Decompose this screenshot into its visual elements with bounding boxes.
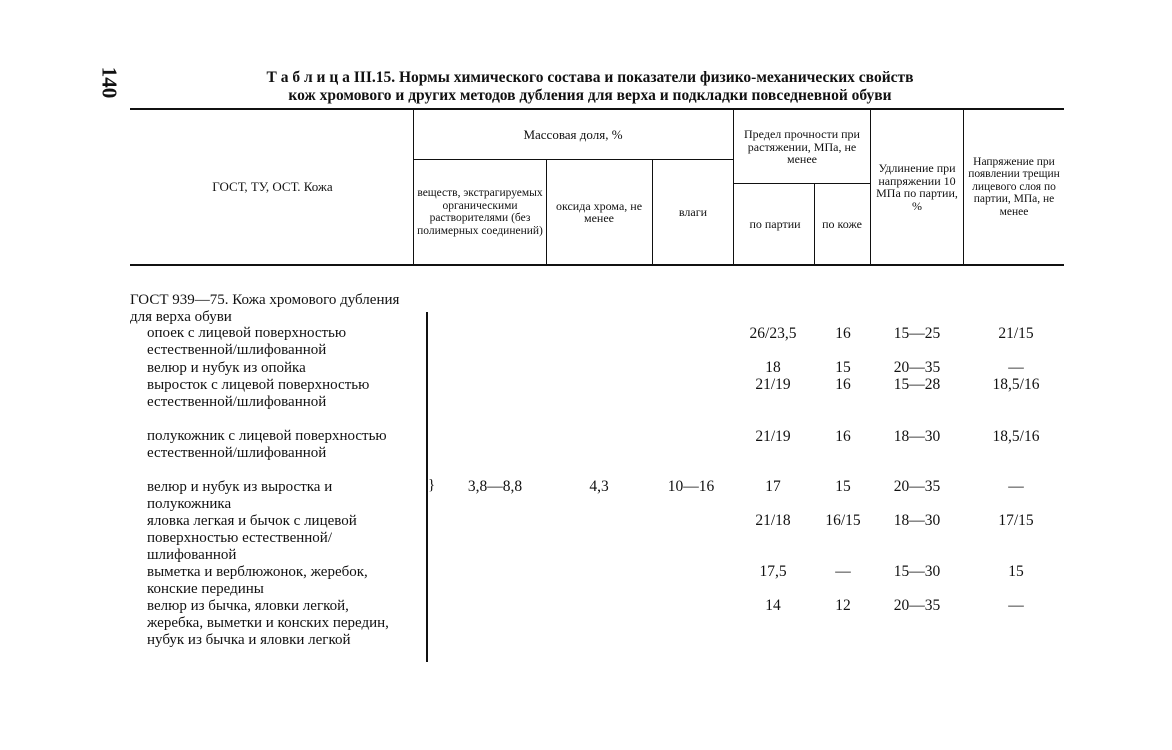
row-skin: 16 <box>835 325 851 342</box>
row-name: велюр и нубук из опойка <box>147 360 306 376</box>
header-bottom-rule <box>130 264 1064 266</box>
row-skin: 16 <box>835 428 851 445</box>
header-by-skin: по коже <box>822 216 862 231</box>
row-batch: 17,5 <box>759 563 787 580</box>
header-divider <box>814 183 815 264</box>
header-stress: Напряжение при появлении трещин лицевого слоя по партии, МПа, не менее <box>968 155 1060 218</box>
header-subrule <box>413 159 733 160</box>
header-chrome-oxide: оксида хрома, не менее <box>555 198 643 225</box>
header-subrule <box>733 183 870 184</box>
row-batch: 14 <box>765 597 781 614</box>
header-divider <box>652 160 653 264</box>
row-stress: — <box>1008 478 1024 495</box>
row-stress: 17/15 <box>998 512 1034 529</box>
row-stress: — <box>1008 359 1024 376</box>
row-stress: 15 <box>1008 563 1024 580</box>
row-skin: 15 <box>835 359 851 376</box>
header-divider <box>963 110 964 264</box>
row-name: выросток с лицевой поверхностью естественной/шлифованной <box>147 377 370 410</box>
group-brace-tip: } <box>428 477 436 493</box>
row-elong: 20—35 <box>893 478 941 495</box>
header-divider <box>733 110 734 264</box>
row-elong: 15—30 <box>893 563 941 580</box>
row-stress: — <box>1008 597 1024 614</box>
header-divider <box>870 110 871 264</box>
header-substances: веществ, экстрагируемых органическими растворителями (без полимерных соединений) <box>417 187 543 237</box>
moisture-value: 10—16 <box>667 478 715 495</box>
row-batch: 26/23,5 <box>749 325 797 342</box>
header-tensile: Предел прочности при растяжении, МПа, не менее <box>744 127 860 167</box>
header-mass-fraction: Массовая доля, % <box>523 126 623 142</box>
row-skin: 15 <box>835 478 851 495</box>
header-divider <box>546 160 547 264</box>
page-number: 140 <box>97 66 122 99</box>
table-title-line-1: Т а б л и ц а III.15. Нормы химического состава и показатели физико-механических свойств <box>266 69 914 86</box>
substances-value: 3,8—8,8 <box>467 478 523 495</box>
row-elong: 20—35 <box>893 359 941 376</box>
row-name: велюр из бычка, яловки легкой, жеребка, выметки и конских передин, нубук из бычка и яловки легкой <box>147 598 389 648</box>
table-title-line-2: кож хромового и других методов дубления для верха и подкладки повседневной обуви <box>288 87 892 104</box>
row-batch: 17 <box>765 478 781 495</box>
row-name: выметка и верблюжонок, жеребок, конские передины <box>147 564 368 597</box>
row-skin: — <box>835 563 851 580</box>
row-batch: 21/19 <box>755 376 791 393</box>
row-elong: 15—25 <box>893 325 941 342</box>
chrome-oxide-value: 4,3 <box>589 478 609 495</box>
header-by-batch: по партии <box>749 216 801 231</box>
row-elong: 20—35 <box>893 597 941 614</box>
row-name: велюр и нубук из выростка и полукожника <box>147 479 333 512</box>
row-batch: 21/19 <box>755 428 791 445</box>
row-name: полукожник с лицевой поверхностью естественной/шлифованной <box>147 428 387 461</box>
row-batch: 21/18 <box>755 512 791 529</box>
row-stress: 21/15 <box>998 325 1034 342</box>
row-stress: 18,5/16 <box>992 376 1040 393</box>
row-batch: 18 <box>765 359 781 376</box>
row-name: яловка легкая и бычок с лицевой поверхностью естественной/шлифованной <box>147 513 357 563</box>
row-stress: 18,5/16 <box>992 428 1040 445</box>
header-elongation: Удлинение при напряжении 10 МПа по партии, % <box>876 161 958 213</box>
section-title: ГОСТ 939—75. Кожа хромового дубления для верха обуви <box>130 292 400 325</box>
row-skin: 16 <box>835 376 851 393</box>
row-elong: 18—30 <box>893 512 941 529</box>
row-name: опоек с лицевой поверхностью естественной/шлифованной <box>147 325 347 358</box>
row-elong: 18—30 <box>893 428 941 445</box>
header-leather: ГОСТ, ТУ, ОСТ. Кожа <box>212 178 333 194</box>
row-elong: 15—28 <box>893 376 941 393</box>
row-skin: 16/15 <box>825 512 861 529</box>
row-skin: 12 <box>835 597 851 614</box>
header-moisture: влаги <box>678 204 708 219</box>
